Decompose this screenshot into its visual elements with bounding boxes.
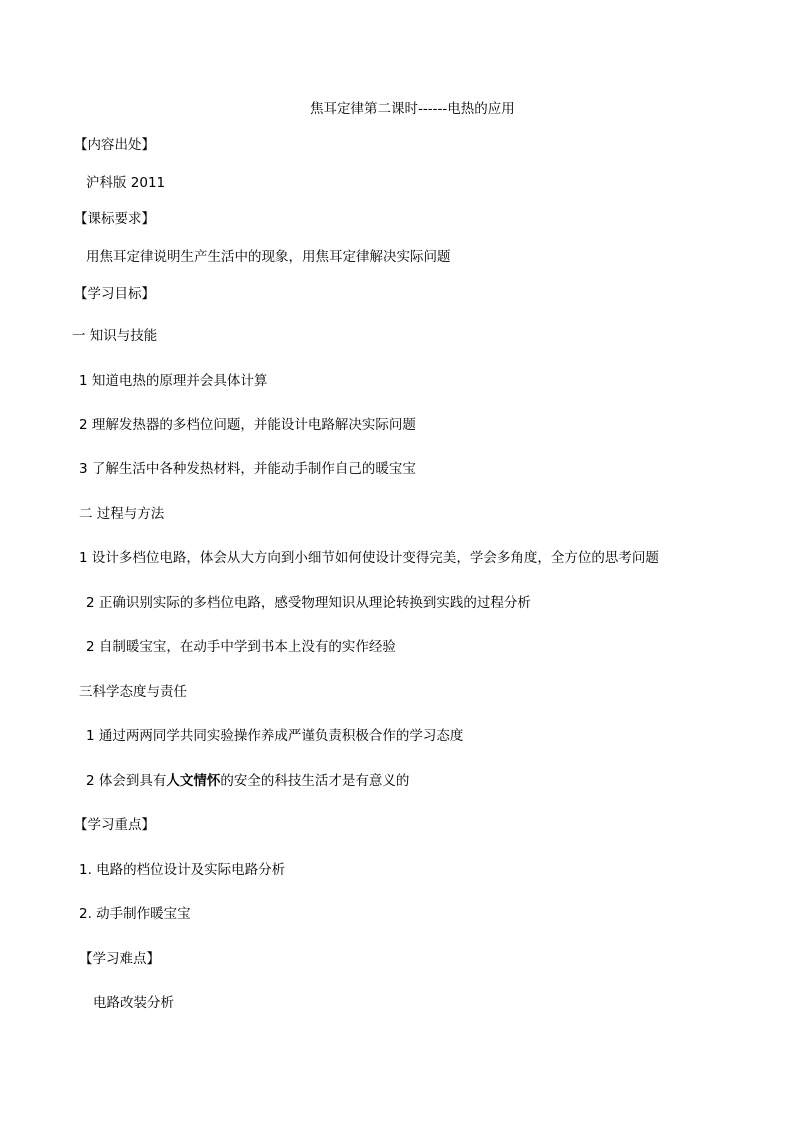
standard-text: 用焦耳定律说明生产生活中的现象，用焦耳定律解决实际问题: [86, 249, 451, 265]
goal1-item: 2 理解发热器的多档位问题，并能设计电路解决实际问题: [79, 417, 416, 433]
goal2-item: 2 自制暖宝宝，在动手中学到书本上没有的实作经验: [86, 639, 396, 655]
key-item: 2. 动手制作暖宝宝: [79, 906, 191, 922]
goal3-item: [86, 772, 409, 790]
goal3-heading: 三科学态度与责任: [79, 684, 187, 700]
source-heading: 【内容出处】: [74, 137, 155, 153]
difficult-text: 电路改装分析: [93, 995, 174, 1011]
goal3-item-text: 2 体会到具有: [86, 773, 167, 789]
goal1-heading: 一 知识与技能: [72, 328, 158, 344]
goal3-item: 1 通过两两同学共同实验操作养成严谨负责积极合作的学习态度: [86, 728, 464, 744]
goal2-item: 2 正确识别实际的多档位电路，感受物理知识从理论转换到实践的过程分析: [86, 595, 531, 611]
difficult-heading: 【学习难点】: [79, 951, 160, 967]
goal2-heading: 二 过程与方法: [79, 506, 165, 522]
document-title: 焦耳定律第二课时------电热的应用: [310, 101, 515, 117]
key-heading: 【学习重点】: [74, 817, 155, 833]
goal3-item-emphasis: 人文情怀: [166, 773, 221, 789]
goal3-item-text: 的安全的科技生活才是有意义的: [220, 773, 410, 789]
goal1-item: 1 知道电热的原理并会具体计算: [79, 373, 268, 389]
goals-heading: 【学习目标】: [74, 286, 155, 302]
goal2-item: 1 设计多档位电路，体会从大方向到小细节如何使设计变得完美，学会多角度，全方位的思考问题: [79, 550, 659, 566]
key-item: 1. 电路的档位设计及实际电路分析: [79, 862, 286, 878]
source-text: 沪科版 2011: [86, 175, 166, 191]
goal1-item: 3 了解生活中各种发热材料，并能动手制作自己的暖宝宝: [79, 461, 416, 477]
standard-heading: 【课标要求】: [74, 211, 155, 227]
